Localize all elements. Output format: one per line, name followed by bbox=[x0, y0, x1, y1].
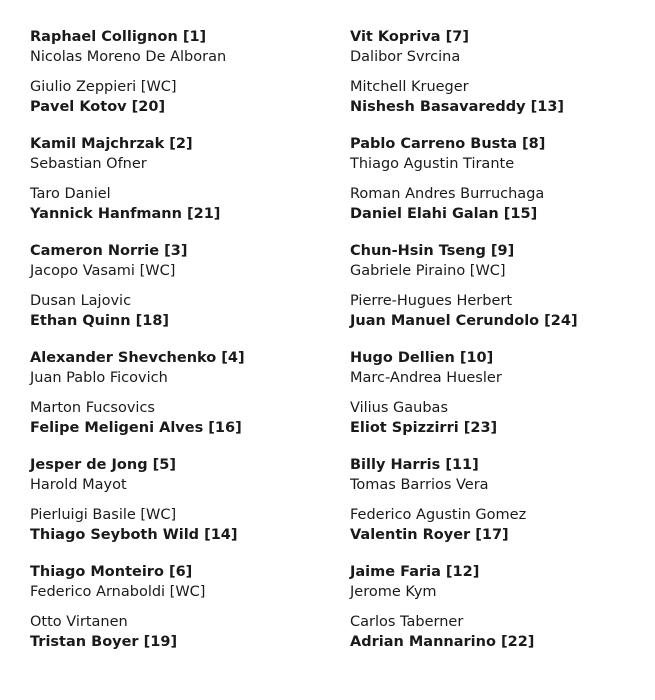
player-name: Marc-Andrea Huesler bbox=[350, 370, 502, 386]
left-draw-column bbox=[30, 27, 330, 669]
seeded-player-name: Kamil Majchrzak [2] bbox=[30, 136, 193, 152]
seeded-player-name: Jesper de Jong [5] bbox=[30, 457, 176, 473]
player-name: Juan Pablo Ficovich bbox=[30, 370, 168, 386]
match-pair bbox=[30, 27, 330, 77]
draw-section bbox=[30, 348, 330, 455]
match-pair bbox=[350, 348, 650, 398]
match-pair bbox=[350, 77, 650, 127]
draw-section bbox=[350, 562, 650, 669]
match-pair bbox=[30, 77, 330, 127]
seeded-player-name: Valentin Royer [17] bbox=[350, 527, 509, 543]
match-pair bbox=[30, 612, 330, 662]
match-pair bbox=[350, 184, 650, 234]
seeded-player-name: Nishesh Basavareddy [13] bbox=[350, 99, 565, 115]
seeded-player-name: Raphael Collignon [1] bbox=[30, 29, 207, 45]
seeded-player-name: Eliot Spizzirri [23] bbox=[350, 420, 498, 436]
right-draw-column bbox=[350, 27, 650, 669]
match-pair bbox=[350, 455, 650, 505]
draw-section bbox=[30, 27, 330, 134]
match-pair bbox=[350, 27, 650, 77]
player-name: Sebastian Ofner bbox=[30, 156, 147, 172]
seeded-player-name: Alexander Shevchenko [4] bbox=[30, 350, 245, 366]
match-pair bbox=[350, 291, 650, 341]
match-pair bbox=[30, 505, 330, 555]
draw-section bbox=[350, 241, 650, 348]
draw-section bbox=[30, 241, 330, 348]
match-pair bbox=[350, 241, 650, 291]
seeded-player-name: Daniel Elahi Galan [15] bbox=[350, 206, 538, 222]
draw-section bbox=[30, 455, 330, 562]
player-name: Pierluigi Basile [WC] bbox=[30, 507, 177, 523]
seeded-player-name: Pablo Carreno Busta [8] bbox=[350, 136, 546, 152]
seeded-player-name: Billy Harris [11] bbox=[350, 457, 479, 473]
draw-section bbox=[350, 455, 650, 562]
match-pair bbox=[350, 612, 650, 662]
player-name: Taro Daniel bbox=[30, 186, 111, 202]
match-pair bbox=[350, 562, 650, 612]
seeded-player-name: Thiago Monteiro [6] bbox=[30, 564, 193, 580]
seeded-player-name: Chun-Hsin Tseng [9] bbox=[350, 243, 515, 259]
match-pair bbox=[30, 562, 330, 612]
player-name: Mitchell Krueger bbox=[350, 79, 469, 95]
draw-section bbox=[350, 27, 650, 134]
seeded-player-name: Felipe Meligeni Alves [16] bbox=[30, 420, 242, 436]
player-name: Roman Andres Burruchaga bbox=[350, 186, 545, 202]
player-name: Carlos Taberner bbox=[350, 614, 464, 630]
match-pair bbox=[350, 505, 650, 555]
player-name: Dusan Lajovic bbox=[30, 293, 132, 309]
match-pair bbox=[350, 398, 650, 448]
player-name: Federico Arnaboldi [WC] bbox=[30, 584, 206, 600]
player-name: Pierre-Hugues Herbert bbox=[350, 293, 513, 309]
player-name: Dalibor Svrcina bbox=[350, 49, 461, 65]
player-name: Otto Virtanen bbox=[30, 614, 128, 630]
seeded-player-name: Pavel Kotov [20] bbox=[30, 99, 166, 115]
seeded-player-name: Ethan Quinn [18] bbox=[30, 313, 170, 329]
match-pair bbox=[350, 134, 650, 184]
match-pair bbox=[30, 184, 330, 234]
match-pair bbox=[30, 398, 330, 448]
player-name: Vilius Gaubas bbox=[350, 400, 448, 416]
player-name: Thiago Agustin Tirante bbox=[350, 156, 515, 172]
seeded-player-name: Cameron Norrie [3] bbox=[30, 243, 188, 259]
player-name: Marton Fucsovics bbox=[30, 400, 155, 416]
draw-section bbox=[30, 134, 330, 241]
match-pair bbox=[30, 134, 330, 184]
seeded-player-name: Juan Manuel Cerundolo [24] bbox=[350, 313, 578, 329]
seeded-player-name: Vit Kopriva [7] bbox=[350, 29, 469, 45]
player-name: Jacopo Vasami [WC] bbox=[30, 263, 176, 279]
draw-section bbox=[30, 562, 330, 669]
seeded-player-name: Jaime Faria [12] bbox=[350, 564, 480, 580]
player-name: Federico Agustin Gomez bbox=[350, 507, 527, 523]
player-name: Harold Mayot bbox=[30, 477, 127, 493]
match-pair bbox=[30, 455, 330, 505]
seeded-player-name: Adrian Mannarino [22] bbox=[350, 634, 535, 650]
seeded-player-name: Hugo Dellien [10] bbox=[350, 350, 494, 366]
draw-section bbox=[350, 134, 650, 241]
player-name: Giulio Zeppieri [WC] bbox=[30, 79, 177, 95]
seeded-player-name: Thiago Seyboth Wild [14] bbox=[30, 527, 238, 543]
match-pair bbox=[30, 241, 330, 291]
player-name: Jerome Kym bbox=[350, 584, 437, 600]
match-pair bbox=[30, 291, 330, 341]
player-name: Nicolas Moreno De Alboran bbox=[30, 49, 227, 65]
match-pair bbox=[30, 348, 330, 398]
seeded-player-name: Yannick Hanfmann [21] bbox=[30, 206, 221, 222]
player-name: Gabriele Piraino [WC] bbox=[350, 263, 506, 279]
draw-section bbox=[350, 348, 650, 455]
player-name: Tomas Barrios Vera bbox=[350, 477, 489, 493]
seeded-player-name: Tristan Boyer [19] bbox=[30, 634, 178, 650]
